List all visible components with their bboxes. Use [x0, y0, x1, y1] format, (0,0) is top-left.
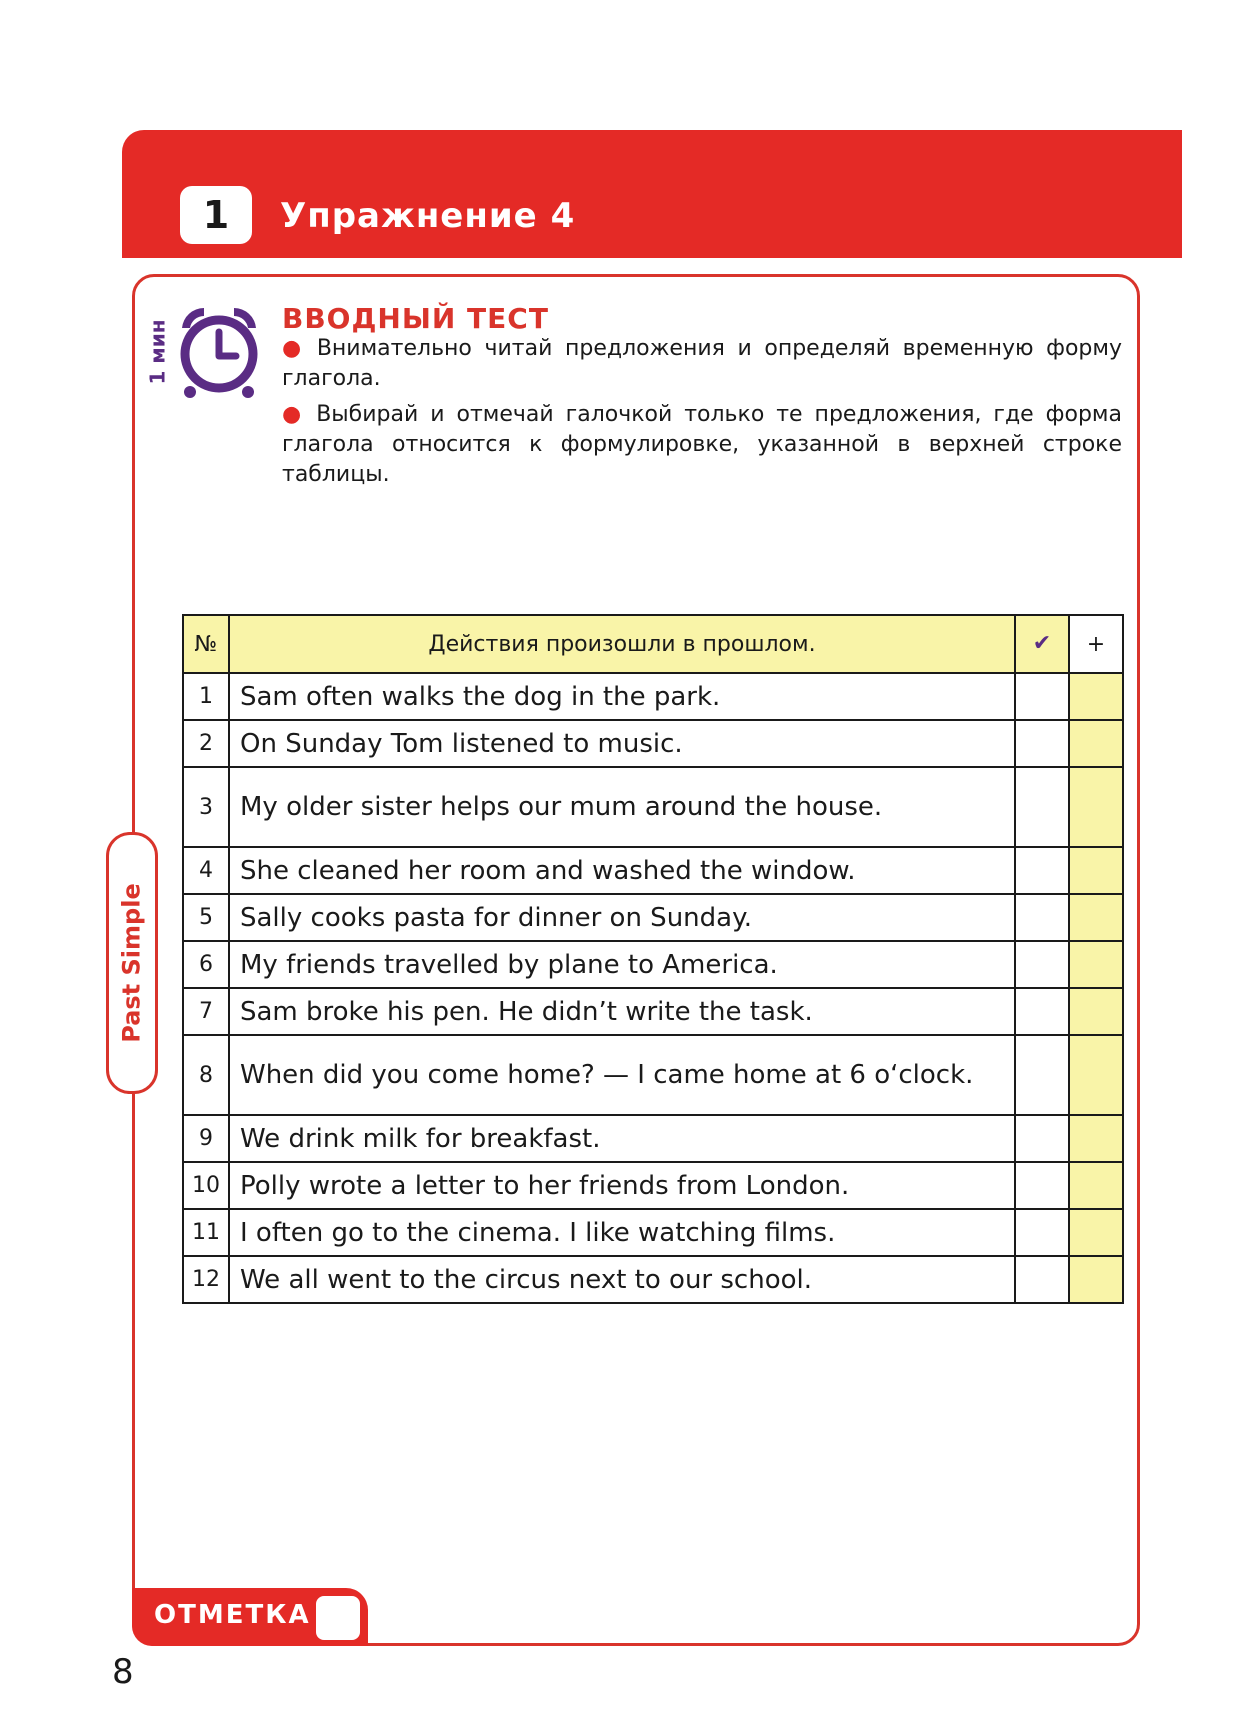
row-sentence: We drink milk for breakfast. — [229, 1115, 1015, 1162]
header-num: № — [183, 615, 229, 673]
header-band — [122, 130, 1182, 258]
plus-icon: + — [1069, 615, 1123, 673]
row-sentence: Sally cooks pasta for dinner on Sunday. — [229, 894, 1015, 941]
grade-box[interactable] — [316, 1596, 360, 1640]
check-cell[interactable] — [1015, 720, 1069, 767]
row-number: 11 — [183, 1209, 229, 1256]
plus-cell[interactable] — [1069, 720, 1123, 767]
check-cell[interactable] — [1015, 1162, 1069, 1209]
table-row — [183, 767, 1123, 847]
table-row — [183, 1162, 1123, 1209]
header-text: Действия произошли в прошлом. — [229, 615, 1015, 673]
row-number: 5 — [183, 894, 229, 941]
plus-cell[interactable] — [1069, 767, 1123, 847]
exercise-number: 1 — [180, 186, 252, 244]
bullet-icon: ● — [282, 336, 307, 361]
check-cell[interactable] — [1015, 1115, 1069, 1162]
row-number: 9 — [183, 1115, 229, 1162]
row-sentence: On Sunday Tom listened to music. — [229, 720, 1015, 767]
check-cell[interactable] — [1015, 988, 1069, 1035]
row-sentence: When did you come home? — I came home at 6 o‘clock. — [229, 1035, 1015, 1115]
row-sentence: My friends travelled by plane to America. — [229, 941, 1015, 988]
plus-cell[interactable] — [1069, 1035, 1123, 1115]
grade-label: ОТМЕТКА — [154, 1600, 311, 1630]
plus-cell[interactable] — [1069, 1209, 1123, 1256]
plus-cell[interactable] — [1069, 1115, 1123, 1162]
table-row — [183, 1256, 1123, 1303]
plus-cell[interactable] — [1069, 894, 1123, 941]
table-row — [183, 720, 1123, 767]
plus-cell[interactable] — [1069, 941, 1123, 988]
time-label-text: 1 мин — [146, 319, 170, 385]
page-number: 8 — [112, 1652, 134, 1692]
test-title: ВВОДНЫЙ ТЕСТ — [282, 302, 549, 335]
row-number: 2 — [183, 720, 229, 767]
check-cell[interactable] — [1015, 1256, 1069, 1303]
row-sentence: Sam often walks the dog in the park. — [229, 673, 1015, 720]
table-header-row — [183, 615, 1123, 673]
table-row — [183, 988, 1123, 1035]
topic-side-tab — [106, 832, 158, 1094]
plus-cell[interactable] — [1069, 1162, 1123, 1209]
row-sentence: I often go to the cinema. I like watching films. — [229, 1209, 1015, 1256]
row-number: 8 — [183, 1035, 229, 1115]
check-cell[interactable] — [1015, 941, 1069, 988]
row-sentence: My older sister helps our mum around the house. — [229, 767, 1015, 847]
checkmark-icon: ✔ — [1015, 615, 1069, 673]
table-row — [183, 894, 1123, 941]
alarm-clock-icon — [174, 302, 264, 400]
plus-cell[interactable] — [1069, 673, 1123, 720]
row-sentence: Polly wrote a letter to her friends from London. — [229, 1162, 1015, 1209]
table-row — [183, 1115, 1123, 1162]
instruction-2-text: Выбирай и отмечай галочкой только те предложения, где форма глагола относится к формулировке, указанной в верхней строке таблицы. — [282, 402, 1122, 487]
topic-side-tab-label: Past Simple — [118, 883, 146, 1043]
row-number: 12 — [183, 1256, 229, 1303]
table-row — [183, 1035, 1123, 1115]
test-table — [182, 614, 1124, 1304]
plus-cell[interactable] — [1069, 847, 1123, 894]
instruction-2 — [282, 400, 1122, 490]
row-sentence: Sam broke his pen. He didn’t write the task. — [229, 988, 1015, 1035]
row-number: 4 — [183, 847, 229, 894]
bullet-icon: ● — [282, 402, 307, 427]
check-cell[interactable] — [1015, 673, 1069, 720]
row-number: 10 — [183, 1162, 229, 1209]
check-cell[interactable] — [1015, 767, 1069, 847]
row-number: 3 — [183, 767, 229, 847]
instruction-1 — [282, 334, 1122, 394]
row-number: 6 — [183, 941, 229, 988]
exercise-title: Упражнение 4 — [280, 196, 576, 236]
table-row — [183, 941, 1123, 988]
check-cell[interactable] — [1015, 894, 1069, 941]
plus-cell[interactable] — [1069, 988, 1123, 1035]
check-cell[interactable] — [1015, 1209, 1069, 1256]
check-cell[interactable] — [1015, 1035, 1069, 1115]
table-row — [183, 1209, 1123, 1256]
check-cell[interactable] — [1015, 847, 1069, 894]
table-row — [183, 673, 1123, 720]
table-row — [183, 847, 1123, 894]
instruction-1-text: Внимательно читай предложения и определяй временную форму глагола. — [282, 336, 1123, 391]
row-number: 1 — [183, 673, 229, 720]
row-sentence: We all went to the circus next to our school. — [229, 1256, 1015, 1303]
row-number: 7 — [183, 988, 229, 1035]
plus-cell[interactable] — [1069, 1256, 1123, 1303]
row-sentence: She cleaned her room and washed the window. — [229, 847, 1015, 894]
time-label — [140, 312, 176, 392]
